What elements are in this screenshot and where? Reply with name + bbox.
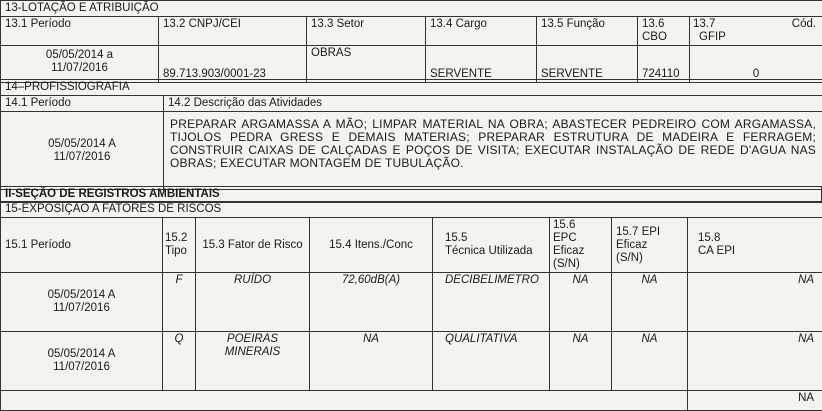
header-epc-num: 15.6 <box>553 219 608 232</box>
header-epi <box>612 218 688 273</box>
header-ca-label: CA EPI <box>698 245 818 258</box>
header-epc-eficaz: Eficaz <box>553 245 608 258</box>
header-ca <box>688 218 822 273</box>
cell-cbo: 724110 <box>638 46 690 83</box>
row-periodo-start: 05/05/2014 A <box>5 289 158 302</box>
row-tipo: F <box>163 273 196 332</box>
row-periodo-start: 05/05/2014 A <box>5 348 158 361</box>
row-ca: NA <box>688 332 822 391</box>
periodo-14-end: 11/07/2016 <box>5 151 159 164</box>
periodo-start: 05/05/2014 a <box>5 49 154 62</box>
row-periodo <box>1 332 163 391</box>
footer-na: NA <box>688 391 822 411</box>
header-epi-eficaz: Eficaz <box>616 239 683 252</box>
header-epi-label: 15.7 EPI <box>616 226 683 239</box>
periodo-end: 11/07/2016 <box>5 62 154 75</box>
table-row <box>1 332 822 391</box>
header-cbo: 13.6 CBO <box>638 17 690 46</box>
header-tecnica-label: Técnica Utilizada <box>445 245 545 258</box>
row-tecnica: QUALITATIVA <box>433 332 550 391</box>
table-row <box>1 273 822 332</box>
footer-row <box>1 391 822 411</box>
row-periodo-end: 11/07/2016 <box>5 302 158 315</box>
row-epi: NA <box>612 332 688 391</box>
row-fator-line1: RUÍDO <box>200 274 305 287</box>
cell-periodo-14 <box>1 112 164 190</box>
row-itens: NA <box>310 332 433 391</box>
row-periodo <box>1 273 163 332</box>
header-periodo: 13.1 Período <box>1 17 159 46</box>
header-gfip-num: 13.7 <box>693 18 715 31</box>
header-descricao: 14.2 Descrição das Atividades <box>164 96 822 112</box>
row-epc: NA <box>550 273 612 332</box>
header-gfip-label: GFIP <box>693 31 816 44</box>
header-cargo: 13.4 Cargo <box>426 17 537 46</box>
section-13-title: 13-LOTAÇÃO E ATRIBUIÇÃO <box>1 1 822 17</box>
header-periodo-14: 14.1 Período <box>1 96 164 112</box>
header-tipo <box>163 218 196 273</box>
header-ca-num: 15.8 <box>698 232 818 245</box>
section-2-title: II-SEÇÃO DE REGISTROS AMBIENTAIS <box>1 187 822 203</box>
row-fator-line2: MINERAIS <box>200 346 305 359</box>
row-tipo: Q <box>163 332 196 391</box>
row-periodo-end: 11/07/2016 <box>5 361 158 374</box>
header-fator: 15.3 Fator de Risco <box>196 218 310 273</box>
cell-funcao: SERVENTE <box>537 46 638 83</box>
section-15-title: 15-EXPOSIÇÃO A FATORES DE RISCOS <box>1 202 822 218</box>
row-fator-line1: POEIRAS <box>200 333 305 346</box>
cell-periodo <box>1 46 159 83</box>
header-gfip-cod: Cód. <box>792 18 816 31</box>
cell-gfip: 0 <box>690 46 822 83</box>
row-tecnica: DECIBELIMETRO <box>433 273 550 332</box>
cell-descricao: PREPARAR ARGAMASSA A MÃO; LIMPAR MATERIAL NA OBRA; ABASTECER PEDREIRO COM ARGAMASSA, TIJOLOS PEDRA GRESS E DEMAIS MATERIAS; PREPARAR ESTRUTURA DE MADEIRA E FERRAGEM; CONSTRUIR CAIXAS DE CALÇADAS E POÇOS DE VISITA; EXECUTAR INSTALAÇÃO DE REDE D'AGUA NAS OBRAS; EXECUTAR MONTAGEM DE TUBULAÇÃO. <box>164 112 822 190</box>
periodo-14-start: 05/05/2014 A <box>5 138 159 151</box>
row-epi: NA <box>612 273 688 332</box>
header-itens: 15.4 Itens./Conc <box>310 218 433 273</box>
header-tecnica <box>433 218 550 273</box>
row-epc: NA <box>550 332 612 391</box>
header-epc-sn: (S/N) <box>553 258 608 271</box>
header-tipo-label: Tipo <box>165 245 193 258</box>
header-epc-label: EPC <box>553 232 608 245</box>
row-fator <box>196 332 310 391</box>
header-gfip <box>690 17 822 46</box>
header-epc <box>550 218 612 273</box>
header-periodo-15: 15.1 Período <box>1 218 163 273</box>
footer-cell <box>1 391 688 411</box>
cell-setor: OBRAS <box>307 46 426 83</box>
row-itens: 72,60dB(A) <box>310 273 433 332</box>
header-tipo-num: 15.2 <box>165 232 193 245</box>
row-fator <box>196 273 310 332</box>
cell-cargo: SERVENTE <box>426 46 537 83</box>
header-cnpj: 13.2 CNPJ/CEI <box>159 17 307 46</box>
section-14-table <box>0 79 822 190</box>
section-13-table <box>0 0 822 83</box>
header-epi-sn: (S/N) <box>616 252 683 265</box>
section-15-table <box>0 201 822 411</box>
row-ca: NA <box>688 273 822 332</box>
section-14-title: 14–PROFISSIOGRAFIA <box>1 80 822 96</box>
header-setor: 13.3 Setor <box>307 17 426 46</box>
header-tecnica-num: 15.5 <box>445 232 545 245</box>
header-funcao: 13.5 Função <box>537 17 638 46</box>
cell-cnpj: 89.713.903/0001-23 <box>159 46 307 83</box>
